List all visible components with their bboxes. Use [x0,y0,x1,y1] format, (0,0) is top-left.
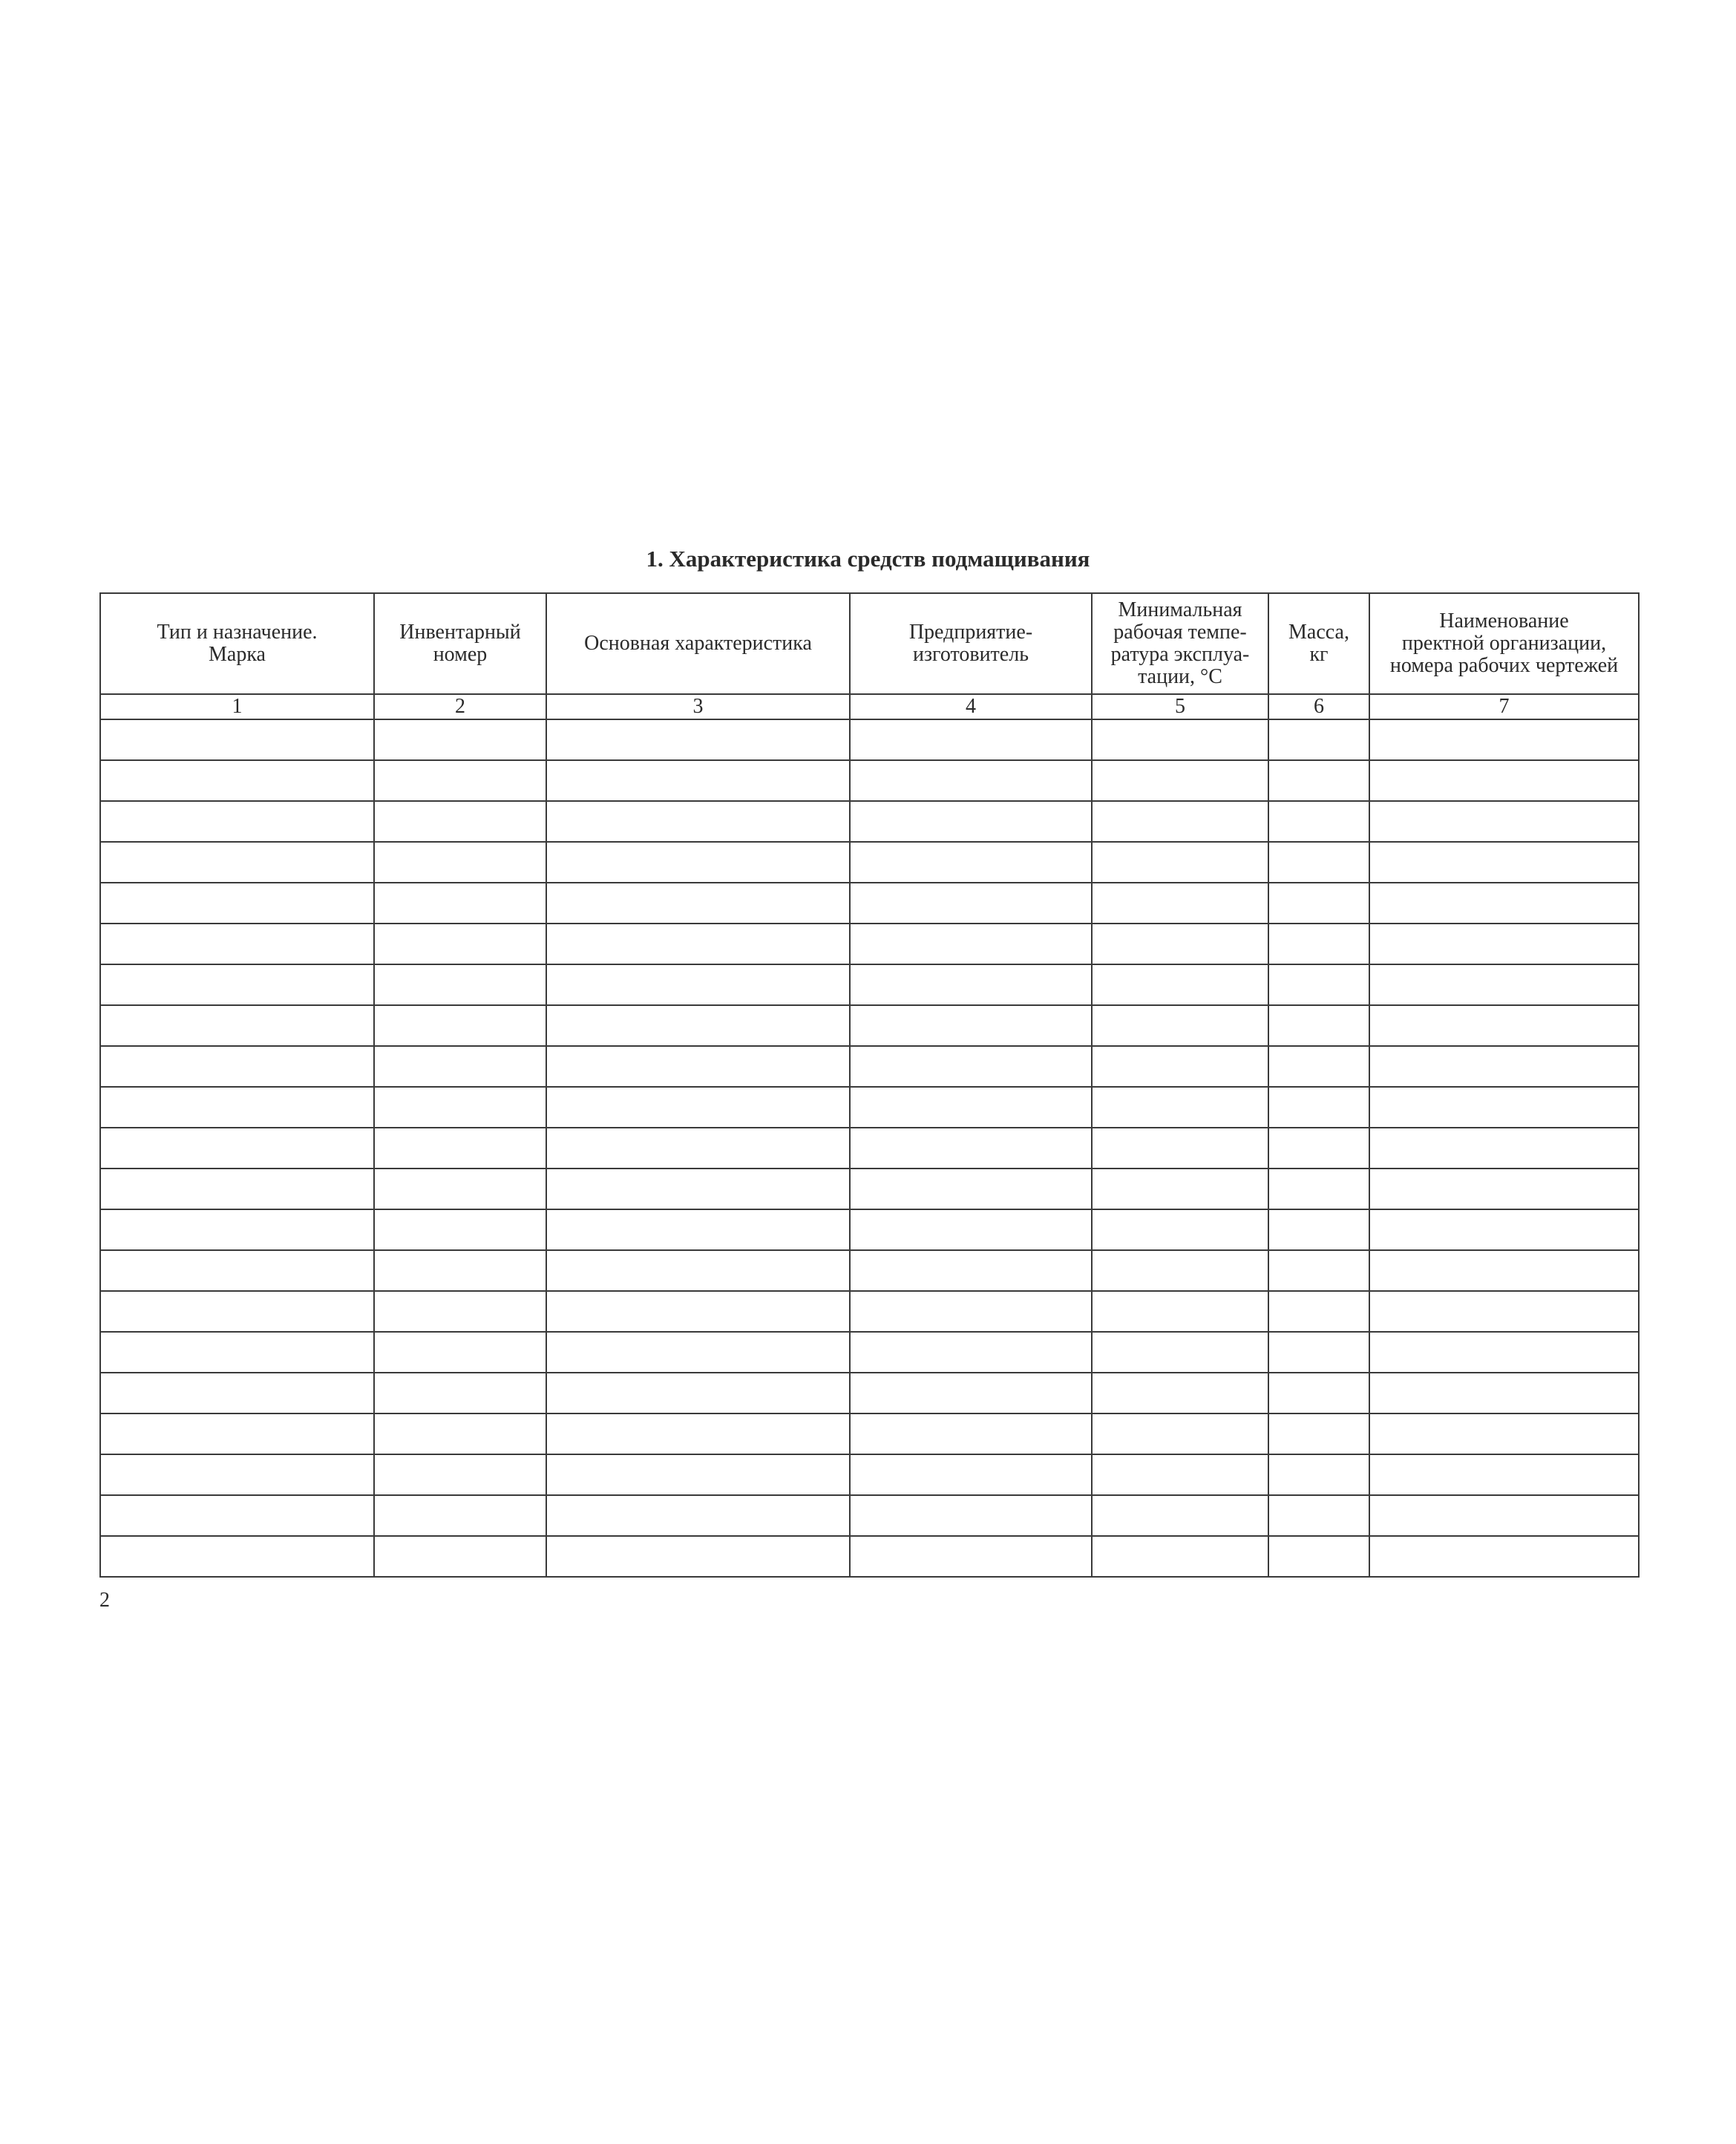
table-cell[interactable] [374,1413,546,1454]
column-header-4 [850,593,1092,694]
table-cell[interactable] [1369,719,1639,760]
table-cell[interactable] [100,883,374,924]
table-cell[interactable] [374,1046,546,1087]
column-header-1 [100,593,374,694]
table-cell[interactable] [100,1169,374,1209]
table-cell[interactable] [1268,801,1369,842]
table-cell[interactable] [546,1005,850,1046]
table-cell[interactable] [546,760,850,801]
table-cell[interactable] [100,1250,374,1291]
table-cell[interactable] [546,1413,850,1454]
column-header-line: Масса, [1288,621,1349,644]
table-cell[interactable] [1268,842,1369,883]
table-cell[interactable] [1092,1332,1268,1373]
table-cell[interactable] [100,1291,374,1332]
table-cell[interactable] [850,1413,1092,1454]
column-number-5: 5 [1092,694,1268,719]
table-row [100,1291,1639,1332]
table-cell[interactable] [546,1454,850,1495]
table-cell[interactable] [1268,1536,1369,1577]
table-row [100,1209,1639,1250]
table-row [100,1413,1639,1454]
table-cell[interactable] [374,719,546,760]
table-cell[interactable] [1268,1046,1369,1087]
table-row [100,1046,1639,1087]
table-cell[interactable] [100,1128,374,1169]
table-cell[interactable] [850,883,1092,924]
table-cell[interactable] [1092,1005,1268,1046]
table-cell[interactable] [100,842,374,883]
table-cell[interactable] [546,1373,850,1413]
table-cell[interactable] [1268,1250,1369,1291]
table-cell[interactable] [374,801,546,842]
table-cell[interactable] [1268,883,1369,924]
table-cell[interactable] [100,1495,374,1536]
column-header-line: тации, °С [1138,665,1222,688]
table-cell[interactable] [546,1209,850,1250]
table-cell[interactable] [1092,1250,1268,1291]
table-cell[interactable] [1369,1169,1639,1209]
table-cell[interactable] [374,1209,546,1250]
table-cell[interactable] [1268,1169,1369,1209]
table-cell[interactable] [850,1291,1092,1332]
table-cell[interactable] [1268,760,1369,801]
table-row [100,883,1639,924]
column-header-line: Марка [209,643,266,666]
table-row [100,1250,1639,1291]
column-number-2: 2 [374,694,546,719]
table-row [100,801,1639,842]
table-cell[interactable] [100,760,374,801]
column-header-line: кг [1309,643,1329,666]
table-cell[interactable] [1268,1005,1369,1046]
table-cell[interactable] [1092,1373,1268,1413]
column-header-3 [546,593,850,694]
table-cell[interactable] [546,1128,850,1169]
table-cell[interactable] [374,1332,546,1373]
table-cell[interactable] [1092,801,1268,842]
table-cell[interactable] [1092,1536,1268,1577]
column-header-line: изготовитель [913,643,1029,666]
table-cell[interactable] [546,1536,850,1577]
table-cell[interactable] [1369,1495,1639,1536]
table-row [100,760,1639,801]
table-cell[interactable] [100,1046,374,1087]
column-number-3: 3 [546,694,850,719]
table-cell[interactable] [546,1046,850,1087]
table-row [100,964,1639,1005]
table-cell[interactable] [1092,1169,1268,1209]
table-row [100,1536,1639,1577]
table-cell[interactable] [850,924,1092,964]
table-cell[interactable] [1268,719,1369,760]
table-cell[interactable] [374,1454,546,1495]
table-cell[interactable] [1092,760,1268,801]
table-cell[interactable] [850,1005,1092,1046]
table-cell[interactable] [546,1495,850,1536]
page-number: 2 [99,1589,110,1612]
table-cell[interactable] [100,1209,374,1250]
table-cell[interactable] [850,1373,1092,1413]
table-cell[interactable] [1369,1005,1639,1046]
table-cell[interactable] [374,1005,546,1046]
table-cell[interactable] [1092,842,1268,883]
table-cell[interactable] [1268,1332,1369,1373]
table-cell[interactable] [1092,964,1268,1005]
table-cell[interactable] [546,924,850,964]
table-row [100,1454,1639,1495]
table-cell[interactable] [1369,1536,1639,1577]
table-cell[interactable] [850,1046,1092,1087]
table-cell[interactable] [546,1250,850,1291]
table-cell[interactable] [850,842,1092,883]
table-cell[interactable] [1268,1373,1369,1413]
table-cell[interactable] [1092,1291,1268,1332]
table-cell[interactable] [1092,1209,1268,1250]
table-cell[interactable] [1369,801,1639,842]
table-cell[interactable] [546,964,850,1005]
column-number-4: 4 [850,694,1092,719]
table-cell[interactable] [1268,1495,1369,1536]
table-cell[interactable] [1092,1087,1268,1128]
table-cell[interactable] [374,883,546,924]
table-row [100,924,1639,964]
column-header-line: пректной организации, [1401,632,1607,655]
column-header-line: рабочая темпе- [1113,621,1247,644]
table-cell[interactable] [1092,719,1268,760]
table-cell[interactable] [1268,1209,1369,1250]
table-cell[interactable] [850,1495,1092,1536]
column-header-2 [374,593,546,694]
column-header-5 [1092,593,1268,694]
column-header-7 [1369,593,1639,694]
table-cell[interactable] [1092,883,1268,924]
table-row [100,842,1639,883]
table-cell[interactable] [100,719,374,760]
table-cell[interactable] [850,1250,1092,1291]
table-row [100,1169,1639,1209]
table-cell[interactable] [1369,1128,1639,1169]
table-cell[interactable] [850,719,1092,760]
table-cell[interactable] [1369,842,1639,883]
table-cell[interactable] [1369,1250,1639,1291]
column-header-line: Наименование [1439,609,1569,633]
table-cell[interactable] [546,883,850,924]
table-cell[interactable] [100,1536,374,1577]
table-cell[interactable] [1369,1373,1639,1413]
table-cell[interactable] [100,1087,374,1128]
column-number-6: 6 [1268,694,1369,719]
table-cell[interactable] [374,964,546,1005]
table-row [100,1005,1639,1046]
table-cell[interactable] [100,924,374,964]
table-cell[interactable] [1268,1413,1369,1454]
column-number-1: 1 [100,694,374,719]
table-cell[interactable] [1092,1495,1268,1536]
table-cell[interactable] [1369,1046,1639,1087]
column-header-line: Предприятие- [908,621,1033,644]
table-cell[interactable] [850,1209,1092,1250]
table-cell[interactable] [374,1291,546,1332]
table-cell[interactable] [546,719,850,760]
column-header-line: номер [433,643,488,666]
table-cell[interactable] [374,1169,546,1209]
table-body [100,719,1639,1577]
table-cell[interactable] [546,1332,850,1373]
table-cell[interactable] [1268,924,1369,964]
table-cell[interactable] [100,964,374,1005]
table-cell[interactable] [1369,883,1639,924]
table-cell[interactable] [850,1332,1092,1373]
table-cell[interactable] [1092,1413,1268,1454]
table-row [100,1373,1639,1413]
table-cell[interactable] [1268,1454,1369,1495]
table-cell[interactable] [850,1128,1092,1169]
table-cell[interactable] [1369,1087,1639,1128]
table-cell[interactable] [374,1087,546,1128]
column-number-row [100,694,1639,719]
table-row [100,719,1639,760]
table-cell[interactable] [1369,760,1639,801]
table-cell[interactable] [1369,1332,1639,1373]
column-header-line: Основная характеристика [584,632,812,655]
table-cell[interactable] [850,1454,1092,1495]
table-cell[interactable] [1369,964,1639,1005]
table-cell[interactable] [374,842,546,883]
table-cell[interactable] [850,964,1092,1005]
table-cell[interactable] [100,1332,374,1373]
table-cell[interactable] [100,1454,374,1495]
column-header-line: Минимальная [1118,598,1242,621]
table-cell[interactable] [374,760,546,801]
table-cell[interactable] [374,924,546,964]
table-cell[interactable] [1268,1128,1369,1169]
page-title: 1. Характеристика средств подмащивания [646,546,1090,572]
table-cell[interactable] [1092,1454,1268,1495]
column-header-6 [1268,593,1369,694]
table-row [100,1128,1639,1169]
table-cell[interactable] [1369,1454,1639,1495]
table-cell[interactable] [1369,924,1639,964]
table-cell[interactable] [1092,1128,1268,1169]
table-cell[interactable] [374,1495,546,1536]
column-header-line: номера рабочих чертежей [1389,654,1619,677]
table-cell[interactable] [100,1373,374,1413]
table-cell[interactable] [374,1128,546,1169]
table-cell[interactable] [1092,1046,1268,1087]
table-cell[interactable] [1369,1291,1639,1332]
table-cell[interactable] [1369,1413,1639,1454]
table-cell[interactable] [100,1005,374,1046]
table-cell[interactable] [100,801,374,842]
column-number-7: 7 [1369,694,1639,719]
table-cell[interactable] [546,842,850,883]
characteristics-table [99,592,1640,1578]
table-cell[interactable] [546,1087,850,1128]
table-row [100,1087,1639,1128]
table-cell[interactable] [1268,1291,1369,1332]
column-header-line: Тип и назначение. [157,621,318,644]
table-cell[interactable] [1369,1209,1639,1250]
table-cell[interactable] [374,1373,546,1413]
table-cell[interactable] [850,1169,1092,1209]
column-header-line: ратура эксплуа- [1110,643,1250,666]
table-cell[interactable] [850,760,1092,801]
table-cell[interactable] [546,801,850,842]
table-cell[interactable] [100,1413,374,1454]
header-row [100,593,1639,694]
table-cell[interactable] [546,1169,850,1209]
table-cell[interactable] [1268,1087,1369,1128]
table-cell[interactable] [546,1291,850,1332]
table-row [100,1495,1639,1536]
table-cell[interactable] [374,1250,546,1291]
table-cell[interactable] [1268,964,1369,1005]
table-cell[interactable] [850,1087,1092,1128]
table-cell[interactable] [374,1536,546,1577]
column-header-line: Инвентарный [399,621,521,644]
table-row [100,1332,1639,1373]
table-cell[interactable] [850,801,1092,842]
table-cell[interactable] [1092,924,1268,964]
table-cell[interactable] [850,1536,1092,1577]
